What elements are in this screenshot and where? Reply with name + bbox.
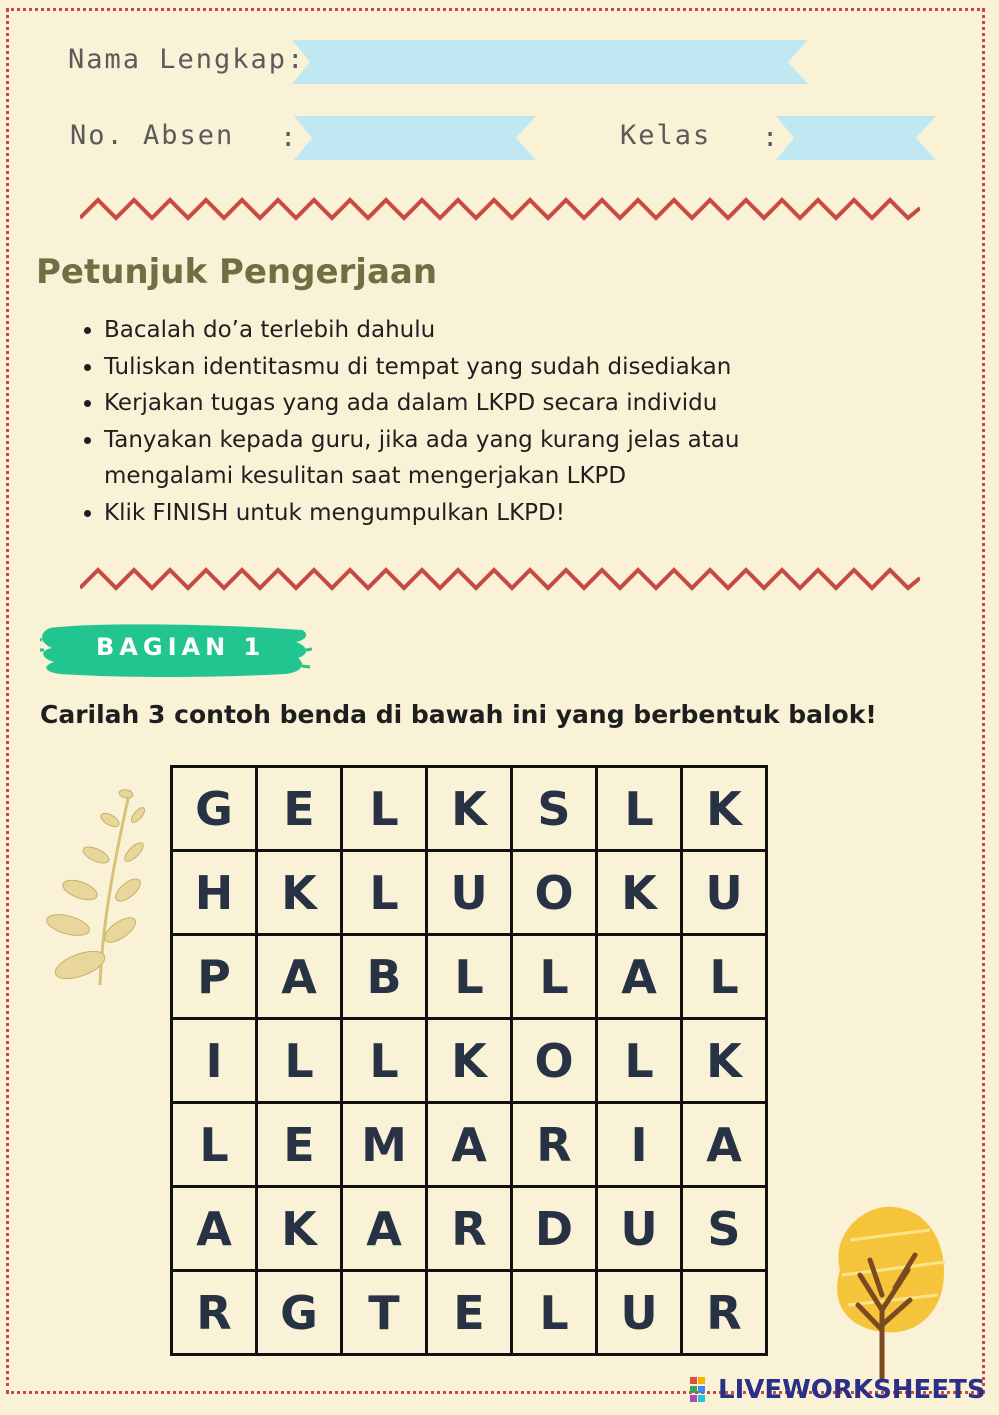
- grid-cell[interactable]: K: [427, 767, 512, 851]
- grid-cell[interactable]: U: [682, 851, 767, 935]
- grid-cell[interactable]: K: [257, 851, 342, 935]
- grid-cell[interactable]: B: [342, 935, 427, 1019]
- instruction-item: • Tuliskan identitasmu di tempat yang sudah disediakan: [104, 349, 964, 386]
- grid-cell[interactable]: L: [257, 1019, 342, 1103]
- grid-cell[interactable]: L: [427, 935, 512, 1019]
- absen-colon: :: [280, 122, 297, 153]
- grid-cell[interactable]: R: [427, 1187, 512, 1271]
- grid-cell[interactable]: I: [597, 1103, 682, 1187]
- instructions-list: [72, 312, 964, 531]
- grid-cell[interactable]: E: [427, 1271, 512, 1355]
- grid-cell[interactable]: A: [342, 1187, 427, 1271]
- grid-cell[interactable]: U: [427, 851, 512, 935]
- grid-cell[interactable]: L: [342, 851, 427, 935]
- grid-cell[interactable]: T: [342, 1271, 427, 1355]
- plant-icon: [40, 780, 150, 990]
- instruction-item: • Tanyakan kepada guru, jika ada yang kurang jelas atau mengalami kesulitan saat mengerjakan LKPD: [104, 422, 824, 495]
- grid-cell[interactable]: D: [512, 1187, 597, 1271]
- grid-row: [172, 851, 767, 935]
- grid-cell[interactable]: K: [682, 1019, 767, 1103]
- instruction-item: • Klik FINISH untuk mengumpulkan LKPD!: [104, 495, 964, 532]
- grid-cell[interactable]: K: [427, 1019, 512, 1103]
- grid-cell[interactable]: R: [682, 1271, 767, 1355]
- grid-cell[interactable]: H: [172, 851, 257, 935]
- grid-row: [172, 935, 767, 1019]
- grid-cell[interactable]: L: [597, 1019, 682, 1103]
- grid-cell[interactable]: L: [172, 1103, 257, 1187]
- grid-cell[interactable]: A: [257, 935, 342, 1019]
- grid-cell[interactable]: R: [512, 1103, 597, 1187]
- kelas-colon: :: [762, 122, 779, 153]
- grid-cell[interactable]: U: [597, 1187, 682, 1271]
- grid-cell[interactable]: K: [257, 1187, 342, 1271]
- grid-cell[interactable]: R: [172, 1271, 257, 1355]
- section-badge-label: BAGIAN 1: [96, 633, 266, 661]
- grid-cell[interactable]: A: [682, 1103, 767, 1187]
- grid-cell[interactable]: S: [682, 1187, 767, 1271]
- absen-label: No. Absen: [70, 120, 235, 151]
- grid-cell[interactable]: O: [512, 851, 597, 935]
- grid-cell[interactable]: E: [257, 1103, 342, 1187]
- grid-cell[interactable]: L: [512, 1271, 597, 1355]
- grid-cell[interactable]: M: [342, 1103, 427, 1187]
- grid-cell[interactable]: K: [597, 851, 682, 935]
- absen-field[interactable]: [294, 116, 536, 160]
- word-search-grid: [170, 765, 768, 1356]
- tree-icon: [820, 1200, 950, 1380]
- grid-row: [172, 1187, 767, 1271]
- grid-cell[interactable]: L: [597, 767, 682, 851]
- kelas-field[interactable]: [776, 116, 936, 160]
- instruction-item: • Kerjakan tugas yang ada dalam LKPD secara individu: [104, 385, 964, 422]
- grid-cell[interactable]: G: [172, 767, 257, 851]
- grid-row: [172, 1019, 767, 1103]
- grid-cell[interactable]: A: [172, 1187, 257, 1271]
- grid-row: [172, 1103, 767, 1187]
- grid-cell[interactable]: A: [427, 1103, 512, 1187]
- grid-cell[interactable]: S: [512, 767, 597, 851]
- name-field[interactable]: [292, 40, 808, 84]
- name-label: Nama Lengkap:: [68, 44, 306, 75]
- kelas-label: Kelas: [620, 120, 712, 151]
- instructions-heading: Petunjuk Pengerjaan: [36, 252, 438, 292]
- liveworksheets-logo[interactable]: [690, 1372, 986, 1408]
- grid-cell[interactable]: L: [682, 935, 767, 1019]
- instruction-item: • Bacalah do’a terlebih dahulu: [104, 312, 964, 349]
- zigzag-divider-top: [80, 194, 920, 224]
- grid-cell[interactable]: U: [597, 1271, 682, 1355]
- liveworksheets-logo-text: LIVEWORKSHEETS: [718, 1375, 986, 1405]
- grid-cell[interactable]: G: [257, 1271, 342, 1355]
- grid-cell[interactable]: K: [682, 767, 767, 851]
- grid-row: [172, 1271, 767, 1355]
- question-text: Carilah 3 contoh benda di bawah ini yang berbentuk balok!: [40, 700, 877, 729]
- zigzag-divider-middle: [80, 564, 920, 594]
- grid-cell[interactable]: P: [172, 935, 257, 1019]
- grid-cell[interactable]: L: [342, 767, 427, 851]
- grid-cell[interactable]: E: [257, 767, 342, 851]
- grid-row: [172, 767, 767, 851]
- liveworksheets-logo-icon: [690, 1375, 712, 1405]
- grid-cell[interactable]: A: [597, 935, 682, 1019]
- grid-cell[interactable]: I: [172, 1019, 257, 1103]
- grid-cell[interactable]: L: [342, 1019, 427, 1103]
- grid-cell[interactable]: L: [512, 935, 597, 1019]
- grid-cell[interactable]: O: [512, 1019, 597, 1103]
